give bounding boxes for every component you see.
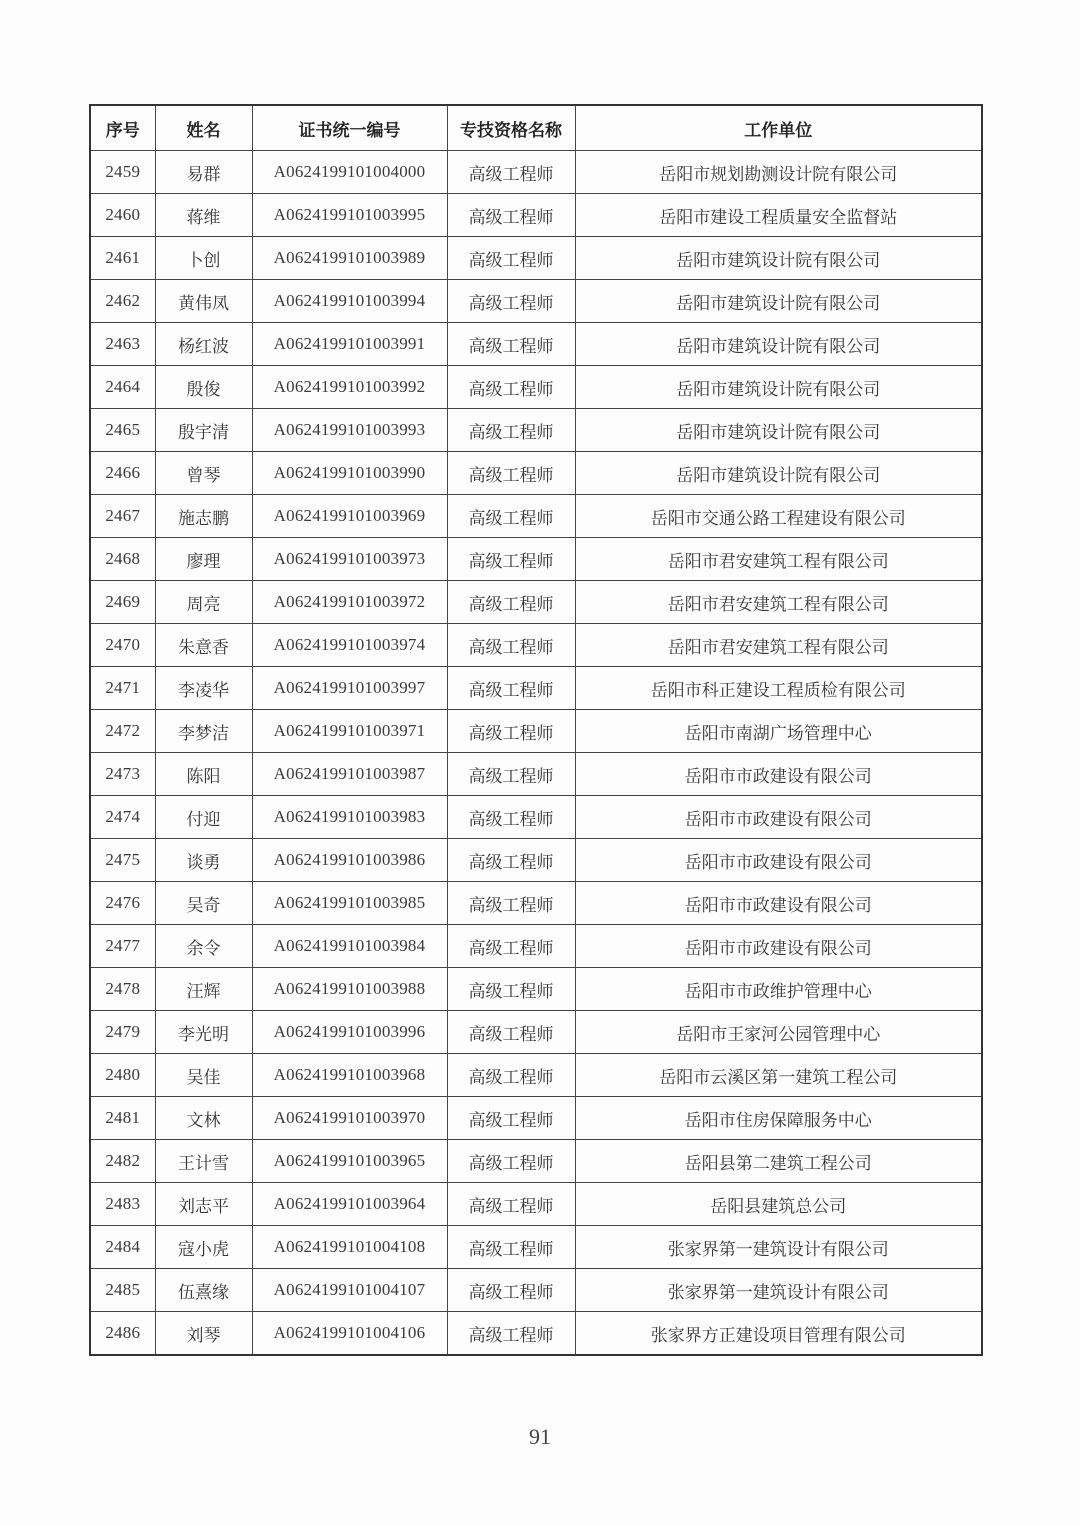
serial-cell: 2473 <box>90 753 155 796</box>
name-cell: 李梦洁 <box>155 710 252 753</box>
qualification-cell: 高级工程师 <box>447 667 575 710</box>
qualification-cell: 高级工程师 <box>447 710 575 753</box>
name-cell: 廖理 <box>155 538 252 581</box>
table-row <box>90 366 982 409</box>
name-cell: 余令 <box>155 925 252 968</box>
serial-cell: 2460 <box>90 194 155 237</box>
certificate-number-cell: A0624199101003965 <box>252 1140 447 1183</box>
certificate-number-cell: A0624199101004000 <box>252 151 447 194</box>
certificate-number-cell: A0624199101003994 <box>252 280 447 323</box>
serial-cell: 2466 <box>90 452 155 495</box>
qualification-cell: 高级工程师 <box>447 366 575 409</box>
certificate-number-cell: A0624199101003990 <box>252 452 447 495</box>
employer-cell: 张家界第一建筑设计有限公司 <box>575 1269 982 1312</box>
name-cell: 吴奇 <box>155 882 252 925</box>
certificate-number-cell: A0624199101004107 <box>252 1269 447 1312</box>
table-row <box>90 1054 982 1097</box>
serial-cell: 2459 <box>90 151 155 194</box>
header-employer: 工作单位 <box>575 105 982 151</box>
serial-cell: 2476 <box>90 882 155 925</box>
qualification-cell: 高级工程师 <box>447 1097 575 1140</box>
certificate-number-cell: A0624199101003983 <box>252 796 447 839</box>
table-body <box>90 151 982 1356</box>
employer-cell: 岳阳市云溪区第一建筑工程公司 <box>575 1054 982 1097</box>
qualification-cell: 高级工程师 <box>447 968 575 1011</box>
qualification-cell: 高级工程师 <box>447 495 575 538</box>
employer-cell: 岳阳市交通公路工程建设有限公司 <box>575 495 982 538</box>
table-row <box>90 839 982 882</box>
table-row <box>90 1269 982 1312</box>
certificate-number-cell: A0624199101004108 <box>252 1226 447 1269</box>
name-cell: 刘琴 <box>155 1312 252 1356</box>
qualification-cell: 高级工程师 <box>447 237 575 280</box>
employer-cell: 岳阳市君安建筑工程有限公司 <box>575 581 982 624</box>
qualification-cell: 高级工程师 <box>447 925 575 968</box>
certificate-number-cell: A0624199101003970 <box>252 1097 447 1140</box>
employer-cell: 张家界方正建设项目管理有限公司 <box>575 1312 982 1356</box>
certificate-number-cell: A0624199101004106 <box>252 1312 447 1356</box>
employer-cell: 岳阳市市政建设有限公司 <box>575 796 982 839</box>
name-cell: 黄伟凤 <box>155 280 252 323</box>
employer-cell: 岳阳市建筑设计院有限公司 <box>575 366 982 409</box>
name-cell: 易群 <box>155 151 252 194</box>
table-row <box>90 538 982 581</box>
table-row <box>90 1140 982 1183</box>
serial-cell: 2462 <box>90 280 155 323</box>
employer-cell: 岳阳市规划勘测设计院有限公司 <box>575 151 982 194</box>
serial-cell: 2479 <box>90 1011 155 1054</box>
name-cell: 王计雪 <box>155 1140 252 1183</box>
name-cell: 付迎 <box>155 796 252 839</box>
employer-cell: 岳阳市住房保障服务中心 <box>575 1097 982 1140</box>
certificate-number-cell: A0624199101003993 <box>252 409 447 452</box>
certificate-number-cell: A0624199101003996 <box>252 1011 447 1054</box>
certificate-number-cell: A0624199101003988 <box>252 968 447 1011</box>
serial-cell: 2478 <box>90 968 155 1011</box>
serial-cell: 2472 <box>90 710 155 753</box>
name-cell: 殷宇清 <box>155 409 252 452</box>
employer-cell: 岳阳市建筑设计院有限公司 <box>575 452 982 495</box>
certificate-number-cell: A0624199101003984 <box>252 925 447 968</box>
table-row <box>90 280 982 323</box>
name-cell: 蒋维 <box>155 194 252 237</box>
name-cell: 吴佳 <box>155 1054 252 1097</box>
serial-cell: 2484 <box>90 1226 155 1269</box>
table-row <box>90 1226 982 1269</box>
certificate-number-cell: A0624199101003969 <box>252 495 447 538</box>
qualification-cell: 高级工程师 <box>447 1140 575 1183</box>
certificate-number-cell: A0624199101003989 <box>252 237 447 280</box>
name-cell: 谈勇 <box>155 839 252 882</box>
certificate-number-cell: A0624199101003973 <box>252 538 447 581</box>
qualification-cell: 高级工程师 <box>447 151 575 194</box>
name-cell: 李光明 <box>155 1011 252 1054</box>
qualification-cell: 高级工程师 <box>447 1011 575 1054</box>
qualification-cell: 高级工程师 <box>447 280 575 323</box>
serial-cell: 2467 <box>90 495 155 538</box>
employer-cell: 岳阳市建筑设计院有限公司 <box>575 409 982 452</box>
serial-cell: 2477 <box>90 925 155 968</box>
name-cell: 陈阳 <box>155 753 252 796</box>
certificate-number-cell: A0624199101003986 <box>252 839 447 882</box>
name-cell: 李凌华 <box>155 667 252 710</box>
employer-cell: 岳阳县建筑总公司 <box>575 1183 982 1226</box>
name-cell: 寇小虎 <box>155 1226 252 1269</box>
header-serial: 序号 <box>90 105 155 151</box>
table-row <box>90 1097 982 1140</box>
serial-cell: 2470 <box>90 624 155 667</box>
qualification-cell: 高级工程师 <box>447 409 575 452</box>
employer-cell: 岳阳市市政建设有限公司 <box>575 925 982 968</box>
table-row <box>90 495 982 538</box>
employer-cell: 岳阳市南湖广场管理中心 <box>575 710 982 753</box>
employer-cell: 岳阳市君安建筑工程有限公司 <box>575 624 982 667</box>
qualification-cell: 高级工程师 <box>447 538 575 581</box>
certificate-number-cell: A0624199101003964 <box>252 1183 447 1226</box>
certificate-number-cell: A0624199101003971 <box>252 710 447 753</box>
table-row <box>90 925 982 968</box>
table-row <box>90 710 982 753</box>
name-cell: 朱意香 <box>155 624 252 667</box>
table-row <box>90 452 982 495</box>
serial-cell: 2461 <box>90 237 155 280</box>
employer-cell: 岳阳市市政建设有限公司 <box>575 753 982 796</box>
employer-cell: 岳阳市科正建设工程质检有限公司 <box>575 667 982 710</box>
employer-cell: 岳阳市市政建设有限公司 <box>575 839 982 882</box>
certificate-number-cell: A0624199101003972 <box>252 581 447 624</box>
certificate-number-cell: A0624199101003987 <box>252 753 447 796</box>
certificate-number-cell: A0624199101003992 <box>252 366 447 409</box>
employer-cell: 岳阳市建筑设计院有限公司 <box>575 323 982 366</box>
employer-cell: 岳阳市建筑设计院有限公司 <box>575 237 982 280</box>
qualification-cell: 高级工程师 <box>447 1269 575 1312</box>
qualification-cell: 高级工程师 <box>447 796 575 839</box>
header-certificate-number: 证书统一编号 <box>252 105 447 151</box>
employer-cell: 岳阳市建设工程质量安全监督站 <box>575 194 982 237</box>
employer-cell: 张家界第一建筑设计有限公司 <box>575 1226 982 1269</box>
table-row <box>90 624 982 667</box>
qualification-cell: 高级工程师 <box>447 1226 575 1269</box>
serial-cell: 2485 <box>90 1269 155 1312</box>
serial-cell: 2475 <box>90 839 155 882</box>
table-row <box>90 237 982 280</box>
header-name: 姓名 <box>155 105 252 151</box>
name-cell: 汪辉 <box>155 968 252 1011</box>
table-row <box>90 796 982 839</box>
table-row <box>90 968 982 1011</box>
qualification-cell: 高级工程师 <box>447 624 575 667</box>
employer-cell: 岳阳市王家河公园管理中心 <box>575 1011 982 1054</box>
serial-cell: 2482 <box>90 1140 155 1183</box>
qualification-cell: 高级工程师 <box>447 1183 575 1226</box>
table-row <box>90 409 982 452</box>
table-row <box>90 194 982 237</box>
certificate-number-cell: A0624199101003985 <box>252 882 447 925</box>
serial-cell: 2483 <box>90 1183 155 1226</box>
qualification-cell: 高级工程师 <box>447 839 575 882</box>
qualification-cell: 高级工程师 <box>447 882 575 925</box>
certificate-number-cell: A0624199101003995 <box>252 194 447 237</box>
table-row <box>90 667 982 710</box>
header-qualification: 专技资格名称 <box>447 105 575 151</box>
employer-cell: 岳阳市君安建筑工程有限公司 <box>575 538 982 581</box>
qualification-cell: 高级工程师 <box>447 1312 575 1356</box>
serial-cell: 2465 <box>90 409 155 452</box>
serial-cell: 2480 <box>90 1054 155 1097</box>
name-cell: 杨红波 <box>155 323 252 366</box>
serial-cell: 2468 <box>90 538 155 581</box>
serial-cell: 2471 <box>90 667 155 710</box>
table-row <box>90 882 982 925</box>
employer-cell: 岳阳市市政建设有限公司 <box>575 882 982 925</box>
name-cell: 刘志平 <box>155 1183 252 1226</box>
table-row <box>90 151 982 194</box>
serial-cell: 2474 <box>90 796 155 839</box>
name-cell: 曾琴 <box>155 452 252 495</box>
name-cell: 周亮 <box>155 581 252 624</box>
certificate-number-cell: A0624199101003968 <box>252 1054 447 1097</box>
serial-cell: 2464 <box>90 366 155 409</box>
name-cell: 卜创 <box>155 237 252 280</box>
certificate-number-cell: A0624199101003997 <box>252 667 447 710</box>
page-number: 91 <box>529 1424 551 1449</box>
table-row <box>90 323 982 366</box>
employer-cell: 岳阳市建筑设计院有限公司 <box>575 280 982 323</box>
serial-cell: 2481 <box>90 1097 155 1140</box>
qualification-cell: 高级工程师 <box>447 581 575 624</box>
name-cell: 文林 <box>155 1097 252 1140</box>
table-header-row <box>90 105 982 151</box>
name-cell: 殷俊 <box>155 366 252 409</box>
qualification-cell: 高级工程师 <box>447 194 575 237</box>
employer-cell: 岳阳市市政维护管理中心 <box>575 968 982 1011</box>
qualification-cell: 高级工程师 <box>447 753 575 796</box>
employer-cell: 岳阳县第二建筑工程公司 <box>575 1140 982 1183</box>
personnel-table <box>89 104 983 1356</box>
certificate-number-cell: A0624199101003991 <box>252 323 447 366</box>
name-cell: 施志鹏 <box>155 495 252 538</box>
table-row <box>90 581 982 624</box>
table-row <box>90 1312 982 1356</box>
serial-cell: 2486 <box>90 1312 155 1356</box>
table-row <box>90 1011 982 1054</box>
qualification-cell: 高级工程师 <box>447 452 575 495</box>
serial-cell: 2463 <box>90 323 155 366</box>
qualification-cell: 高级工程师 <box>447 323 575 366</box>
serial-cell: 2469 <box>90 581 155 624</box>
table-row <box>90 1183 982 1226</box>
qualification-cell: 高级工程师 <box>447 1054 575 1097</box>
table-row <box>90 753 982 796</box>
certificate-number-cell: A0624199101003974 <box>252 624 447 667</box>
name-cell: 伍熹缘 <box>155 1269 252 1312</box>
